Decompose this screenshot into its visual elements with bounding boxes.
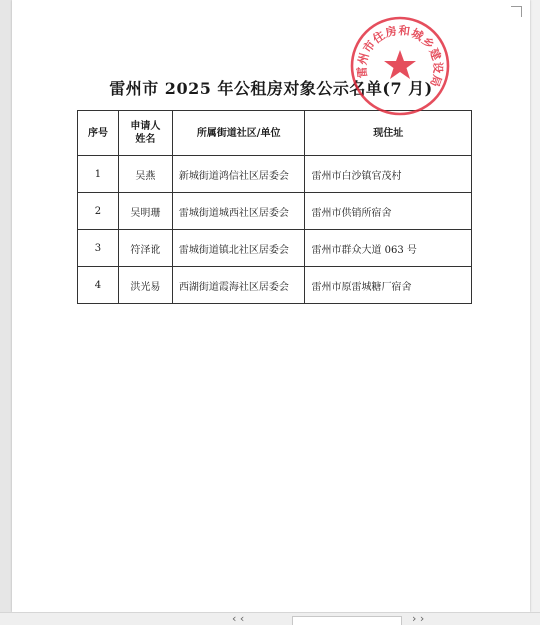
cell-name: 吴燕 — [118, 156, 172, 193]
star-icon — [384, 50, 416, 79]
header-address: 现住址 — [305, 111, 472, 156]
cell-name: 洪光易 — [118, 267, 172, 304]
seal-text: 雷州市住房和城乡建设局 — [354, 23, 446, 90]
cell-no: 3 — [78, 230, 119, 267]
header-name-line2: 姓名 — [135, 134, 156, 145]
header-no: 序号 — [78, 111, 119, 156]
cell-no: 1 — [78, 156, 119, 193]
cell-community: 雷城街道城西社区居委会 — [172, 193, 305, 230]
cell-no: 4 — [78, 267, 119, 304]
viewer-bottom-bar — [0, 612, 540, 625]
page-number-input[interactable] — [292, 616, 402, 625]
cell-no: 2 — [78, 193, 119, 230]
table-row — [78, 193, 472, 230]
cell-community: 新城街道鸿信社区居委会 — [172, 156, 305, 193]
cell-address: 雷州市群众大道 063 号 — [305, 230, 472, 267]
cell-address: 雷州市白沙镇官茂村 — [305, 156, 472, 193]
table-row — [78, 267, 472, 304]
page-corner-mark — [511, 6, 522, 17]
header-name — [118, 111, 172, 156]
table-row — [78, 230, 472, 267]
cell-address: 雷州市供销所宿舍 — [305, 193, 472, 230]
document-title: 雷州市 2025 年公租房对象公示名单(7 月) — [109, 79, 433, 98]
previous-page-button[interactable]: ‹ ‹ — [232, 612, 245, 625]
cell-address: 雷州市原雷城糖厂宿舍 — [305, 267, 472, 304]
header-community: 所属街道社区/单位 — [172, 111, 305, 156]
next-page-button[interactable]: › › — [412, 612, 425, 625]
cell-community: 西湖街道霞海社区居委会 — [172, 267, 305, 304]
header-name-line1: 申请人 — [130, 121, 161, 132]
document-page — [12, 0, 530, 612]
table-row — [78, 156, 472, 193]
cell-name: 符泽讹 — [118, 230, 172, 267]
cell-community: 雷城街道镇北社区居委会 — [172, 230, 305, 267]
recipient-table — [77, 110, 472, 304]
official-seal-stamp — [348, 14, 452, 118]
vertical-scrollbar[interactable] — [529, 0, 540, 612]
cell-name: 吴明珊 — [118, 193, 172, 230]
